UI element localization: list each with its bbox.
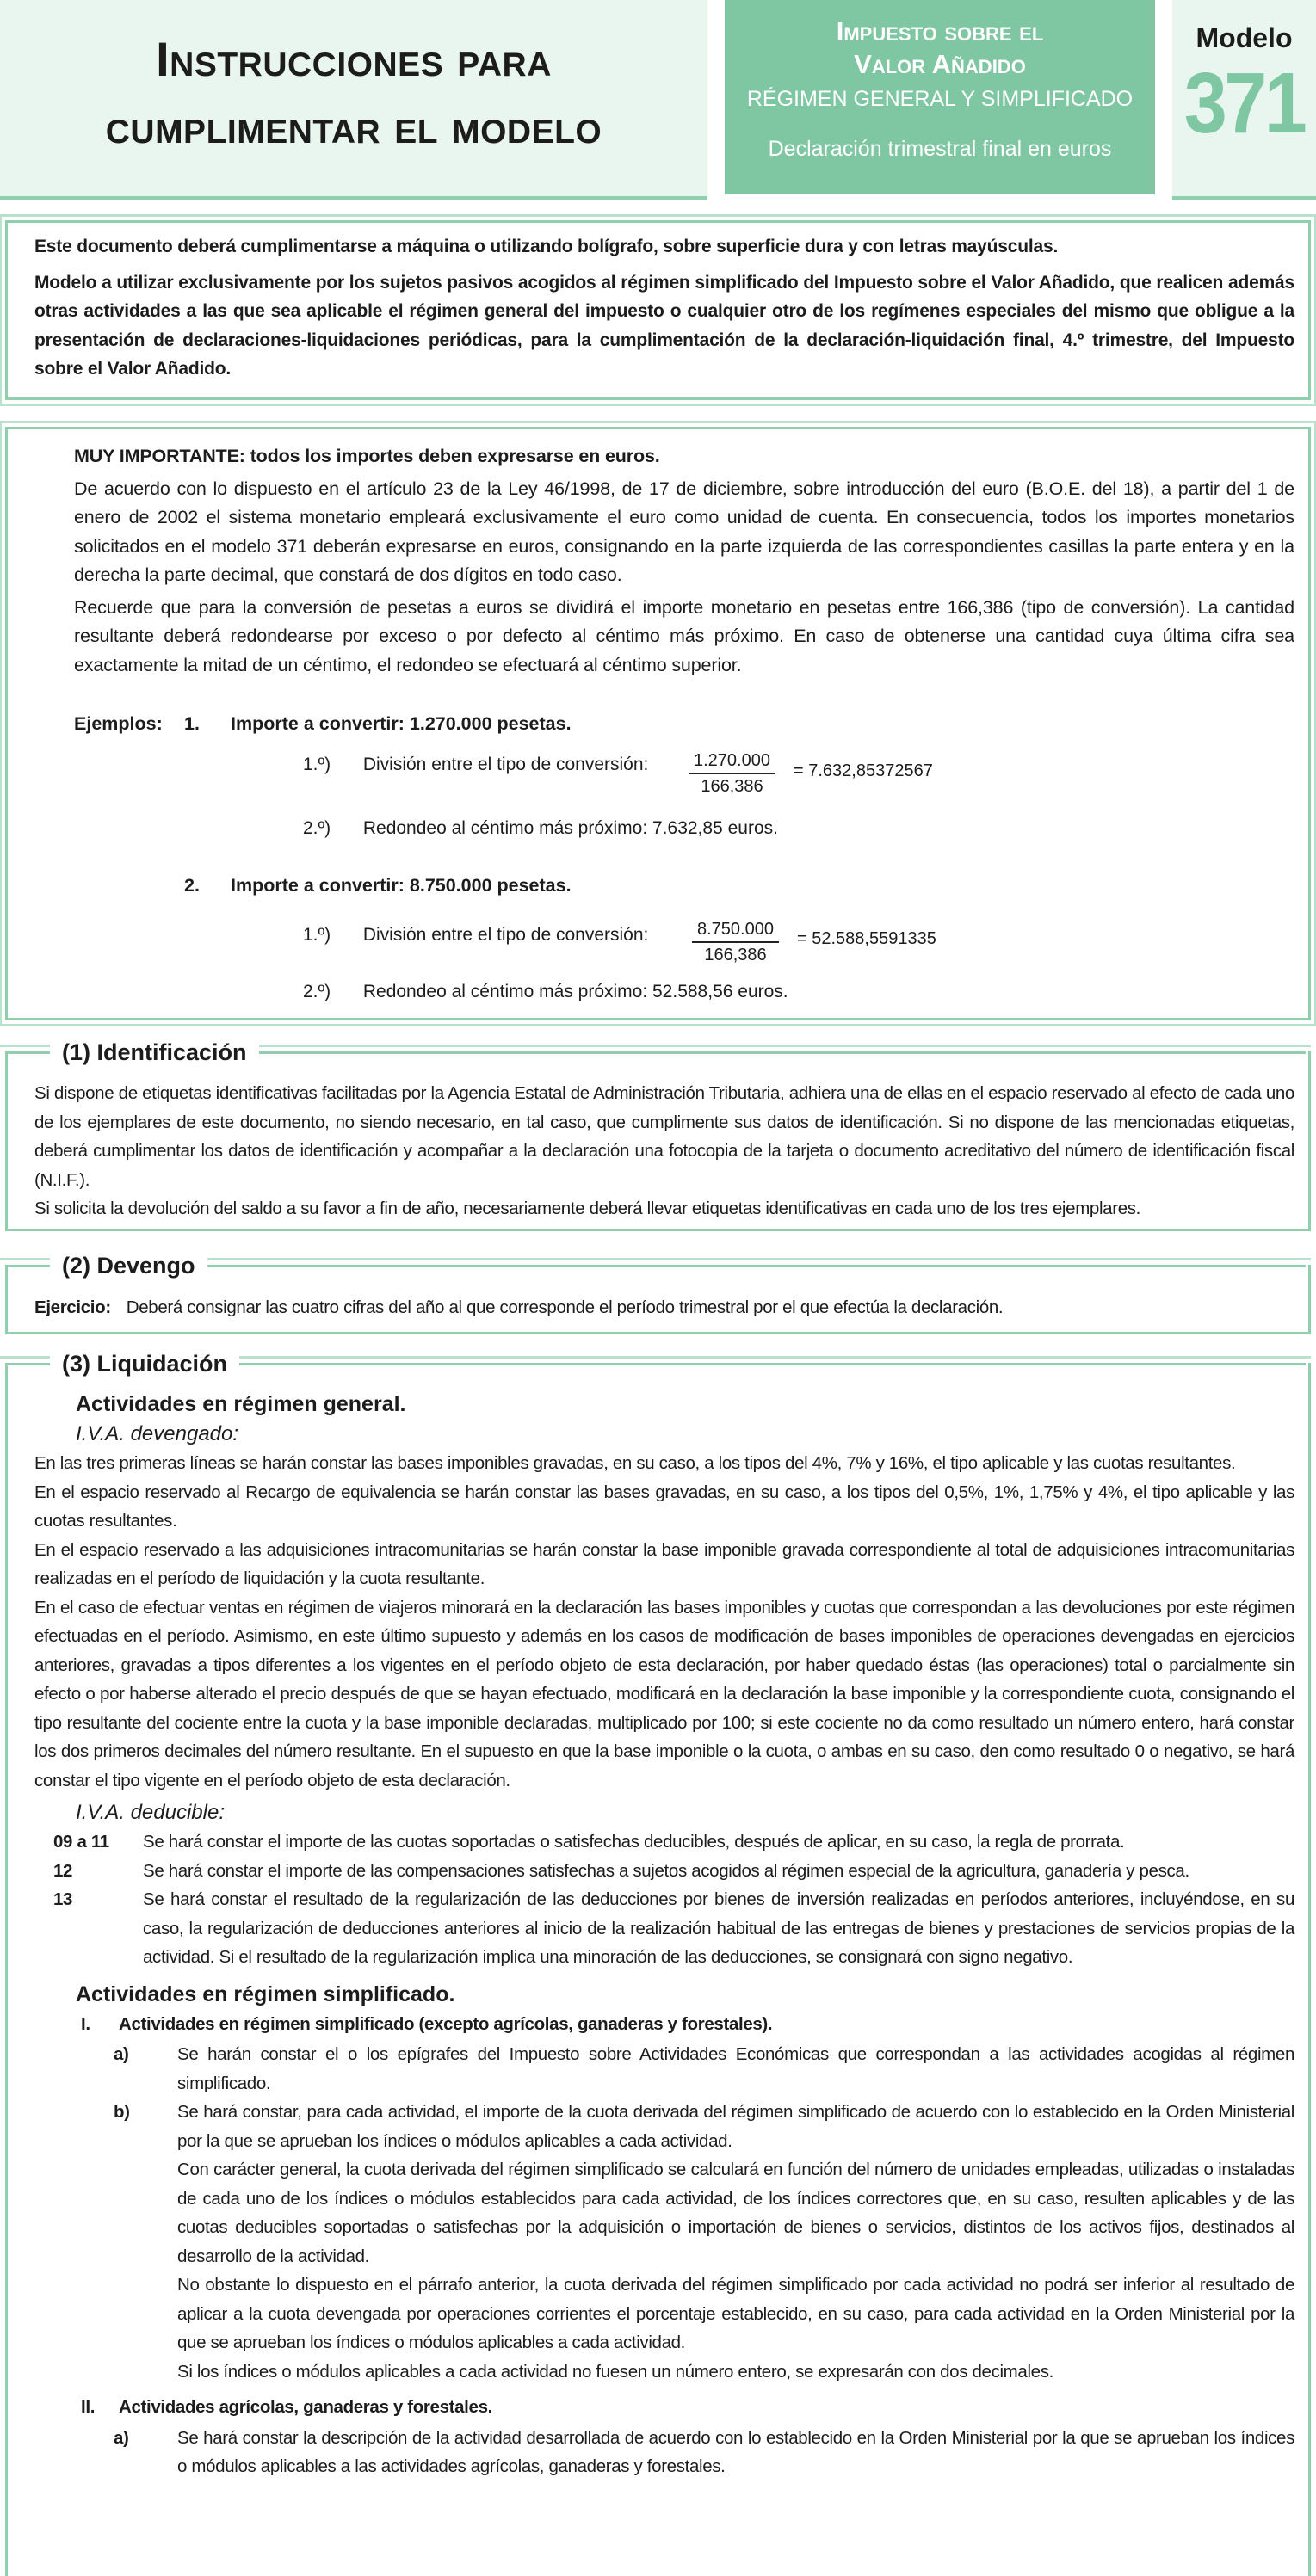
sec1-item-b-paragraph-1: Se hará constar, para cada actividad, el importe de la cuota derivada del régimen simplificado de acuerdo con lo establecido en la Orden Ministerial por la que se aprueban los índices o módulos aplicables a cada actividad. bbox=[177, 2102, 1294, 2151]
euros-text bbox=[74, 442, 1294, 680]
devengado-paragraph-3: En el espacio reservado a las adquisiciones intracomunitarias se harán constar la base imponible gravada correspondiente al total de adquisiciones intracomunitarias realizadas en el período de liquidación y la cuota resultante. bbox=[34, 1539, 1294, 1588]
devengado-heading: I.V.A. devengado: bbox=[76, 1422, 239, 1445]
general-heading: Actividades en régimen general. bbox=[76, 1392, 406, 1416]
example-2-step1-number: 1.º) bbox=[303, 925, 331, 945]
sec1-item-b-body bbox=[177, 2098, 1294, 2386]
sec2-item-a-text: Se hará constar la descripción de la actividad desarrollada de acuerdo con lo establecido en la Orden Ministerial por la que se aprueban los índices o módulos aplicables a las actividades agrícolas, ganaderas y forestales. bbox=[177, 2427, 1294, 2476]
deducible-item bbox=[53, 1885, 1294, 1972]
example-1-step2 bbox=[303, 814, 778, 843]
deducible-item bbox=[53, 1827, 1294, 1857]
example-1-step1-number: 1.º) bbox=[303, 755, 331, 774]
page-title-line1: Instrucciones para bbox=[156, 32, 552, 86]
sec1-item-b-paragraph-4: Si los índices o módulos aplicables a cada actividad no fuesen un número entero, se expresarán con dos decimales. bbox=[177, 2361, 1053, 2382]
devengo-text: Deberá consignar las cuatro cifras del año al que corresponde el período trimestral por el que efectúa la declaración. bbox=[126, 1297, 1004, 1317]
example-1-result: = 7.632,85372567 bbox=[794, 761, 933, 780]
sec2-title: Actividades agrícolas, ganaderas y forestales. bbox=[119, 2397, 492, 2417]
sec2-number: II. bbox=[81, 2397, 96, 2417]
devengado-text bbox=[34, 1449, 1294, 1795]
euros-paragraph-2: Recuerde que para la conversión de pesetas a euros se dividirá el importe monetario en pesetas entre 166,386 (tipo de conversión). La cantidad resultante deberá redondearse por exceso o por defecto al céntimo más próximo. En caso de obtenerse una cantidad cuya última cifra sea exactamente la mitad de un céntimo, el redondeo se efectuará al céntimo superior. bbox=[74, 596, 1294, 675]
deducible-item-number: 09 a 11 bbox=[53, 1832, 109, 1852]
sec1-number: I. bbox=[81, 2013, 90, 2034]
example-2-step2-text: Redondeo al céntimo más próximo: 52.588,56 euros. bbox=[362, 982, 788, 1001]
example-1-step1 bbox=[303, 750, 648, 780]
sec2-item-a-label: a) bbox=[114, 2427, 129, 2448]
model-label: Modelo bbox=[1196, 22, 1293, 53]
devengo-label: Ejercicio: bbox=[34, 1297, 111, 1317]
deducible-item-number: 13 bbox=[53, 1889, 73, 1909]
identificacion-paragraph-2: Si solicita la devolución del saldo a su favor a fin de año, necesariamente deberá llevar etiquetas identificativas en cada uno de los tres ejemplares. bbox=[34, 1199, 1140, 1218]
deducible-item-text: Se hará constar el resultado de la regularización de las deducciones por bienes de inversión realizadas en períodos anteriores, incluyéndose, en su caso, la regularización de deducciones anteriores al inicio de la realización habitual de las entregas de bienes y prestaciones de servicios propias de la actividad. Si el resultado de la regularización implica una minoración de las deducciones, se consignará con signo negativo. bbox=[143, 1889, 1294, 1967]
tax-panel bbox=[725, 0, 1155, 194]
sec1-item-b-paragraph-3: No obstante lo dispuesto en el párrafo anterior, la cuota derivada del régimen simplificado por cada actividad no podrá ser inferior al resultado de aplicar a la cuota devengada por operaciones corrientes el porcentaje establecido, en su caso, para cada actividad en la Orden Ministerial por la que se aprueban los índices o módulos aplicables a cada actividad. bbox=[177, 2275, 1294, 2352]
sec1-item-b-paragraph-2: Con carácter general, la cuota derivada del régimen simplificado se calculará en función del número de unidades empleadas, utilizadas o instaladas de cada uno de los índices o módulos establecidos para cada actividad, de los índices correctores que, en su caso, resulten aplicables y de las cuotas deducibles soportadas o satisfechas por la adquisición o importación de bienes o servicios, distintos de los activos fijos, destinados al desarrollo de la actividad. bbox=[177, 2160, 1294, 2266]
declaration-label: Declaración trimestral final en euros bbox=[768, 137, 1112, 161]
sec1-item-a-label: a) bbox=[114, 2044, 129, 2064]
example-1-denominator: 166,386 bbox=[701, 777, 763, 796]
tax-name-line2: Valor Añadido bbox=[854, 49, 1026, 79]
intro-paragraph-1: Este documento deberá cumplimentarse a máquina o utilizando bolígrafo, sobre superficie dura y con letras mayúsculas. bbox=[34, 237, 1059, 256]
sec1-heading bbox=[81, 2010, 1294, 2039]
simplificado-heading: Actividades en régimen simplificado. bbox=[76, 1981, 455, 2006]
deducible-item-number: 12 bbox=[53, 1860, 73, 1881]
example-2-step1-text: División entre el tipo de conversión: bbox=[362, 925, 649, 945]
deducible-heading: I.V.A. deducible: bbox=[76, 1801, 225, 1824]
example-1-step2-number: 2.º) bbox=[303, 818, 331, 838]
example-1-step2-text: Redondeo al céntimo más próximo: 7.632,85 euros. bbox=[362, 818, 778, 838]
example-1-fraction bbox=[689, 749, 775, 798]
sec1-item-b-label: b) bbox=[114, 2102, 130, 2122]
example-2-title: Importe a convertir: 8.750.000 pesetas. bbox=[231, 875, 572, 896]
sec1-title: Actividades en régimen simplificado (excepto agrícolas, ganaderas y forestales). bbox=[119, 2013, 773, 2034]
sec2-heading bbox=[81, 2393, 1294, 2422]
devengo-row bbox=[34, 1293, 1294, 1322]
euros-paragraph-1: De acuerdo con lo dispuesto en el artículo 23 de la Ley 46/1998, de 17 de diciembre, sobre introducción del euro (B.O.E. del 18), a partir del 1 de enero de 2002 el sistema monetario empleará exclusivamente el euro como unidad de cuenta. En consecuencia, todos los importes monetarios solicitados en el modelo 371 deberán expresarse en euros, consignando en la parte izquierda de las correspondientes casillas la parte entera y en la derecha la parte decimal, que constará de dos dígitos en todo caso. bbox=[74, 478, 1294, 585]
example-2-number: 2. bbox=[184, 875, 200, 896]
sec1-item-b bbox=[114, 2098, 1294, 2386]
example-2-step1 bbox=[303, 921, 648, 950]
sec1-item-a bbox=[114, 2040, 1294, 2098]
sec1-item-a-text: Se harán constar el o los epígrafes del Impuesto sobre Actividades Económicas que correspondan a las actividades acogidas al régimen simplificado. bbox=[177, 2044, 1294, 2093]
deducible-item-text: Se hará constar el importe de las compensaciones satisfechas a sujetos acogidos al régimen especial de la agricultura, ganadería y pesca. bbox=[143, 1860, 1189, 1881]
sec2-item-a bbox=[114, 2424, 1294, 2481]
liquidacion-general bbox=[34, 1389, 1294, 2481]
regime-label: RÉGIMEN GENERAL Y SIMPLIFICADO bbox=[746, 87, 1134, 111]
page-title-line2: cumplimentar el modelo bbox=[105, 99, 602, 153]
devengado-paragraph-4: En el caso de efectuar ventas en régimen de viajeros minorará en la declaración las bases imponibles y cuotas que correspondan a las devoluciones por este régimen efectuadas en el período. Asimismo, en este último supuesto y además en los casos de modificación de bases imponibles de operaciones devengadas en ejercicios anteriores, gravadas a tipos diferentes a los vigentes en el período objeto de esta declaración, por haber quedado éstas (las operaciones) total o parcialmente sin efecto o por haberse alterado el precio después de que se hayan efectuado, modificará en la declaración la base imponible y la correspondiente cuota, consignando el tipo resultante del cociente entre la cuota y la base imponible declaradas, multiplicado por 100; si este cociente no da como resultado un número entero, hará constar los dos primeros decimales del número resultante. En el supuesto en que la base imponible o la cuota, o ambas en su caso, den como resultado 0 o negativo, se hará constar el tipo vigente en el período objeto de esta declaración. bbox=[34, 1597, 1294, 1790]
intro-paragraph-2: Modelo a utilizar exclusivamente por los sujetos pasivos acogidos al régimen simplificado del Impuesto sobre el Valor Añadido, que realicen además otras actividades a las que sea aplicable el régimen general del impuesto o cualquier otro de los regímenes especiales del mismo que obligue a la presentación de declaraciones-liquidaciones periódicas, para la cumplimentación de la declaración-liquidación final, 4.º trimestre, del Impuesto sobre el Valor Añadido. bbox=[34, 272, 1294, 379]
example-2-denominator: 166,386 bbox=[704, 946, 767, 964]
identificacion-title: (1) Identificación bbox=[50, 1038, 259, 1067]
example-1-title: Importe a convertir: 1.270.000 pesetas. bbox=[231, 713, 572, 734]
example-2-step2-number: 2.º) bbox=[303, 982, 331, 1001]
devengado-paragraph-1: En las tres primeras líneas se harán constar las bases imponibles gravadas, en su caso, a los tipos del 4%, 7% y 16%, el tipo aplicable y las cuotas resultantes. bbox=[34, 1453, 1236, 1473]
intro-text bbox=[34, 232, 1294, 384]
liquidacion-title: (3) Liquidación bbox=[50, 1349, 239, 1378]
example-1-step1-text: División entre el tipo de conversión: bbox=[362, 755, 649, 774]
example-2-numerator: 8.750.000 bbox=[692, 917, 779, 943]
examples-label: Ejemplos: bbox=[74, 713, 163, 734]
example-2-step2 bbox=[303, 977, 788, 1007]
identificacion-text bbox=[34, 1079, 1294, 1223]
example-2-fraction bbox=[692, 917, 779, 967]
page-title bbox=[0, 26, 707, 160]
example-2-result: = 52.588,5591335 bbox=[797, 929, 936, 948]
devengo-title: (2) Devengo bbox=[50, 1251, 207, 1280]
tax-name bbox=[725, 15, 1155, 81]
deducible-item-text: Se hará constar el importe de las cuotas soportadas o satisfechas deducibles, después de aplicar, en su caso, la regla de prorrata. bbox=[143, 1832, 1125, 1852]
example-1-numerator: 1.270.000 bbox=[689, 749, 775, 774]
tax-name-line1: Impuesto sobre el bbox=[836, 16, 1044, 46]
devengado-paragraph-2: En el espacio reservado al Recargo de equivalencia se harán constar las bases gravadas, en su caso, a los tipos del 0,5%, 1%, 1,75% y 4%, el tipo aplicable y las cuotas resultantes. bbox=[34, 1482, 1294, 1531]
example-1-number: 1. bbox=[184, 713, 200, 734]
deducible-item bbox=[53, 1857, 1294, 1886]
identificacion-paragraph-1: Si dispone de etiquetas identificativas facilitadas por la Agencia Estatal de Administración Tributaria, adhiera una de ellas en el espacio reservado al efecto de cada uno de los ejemplares de este documento, no siendo necesario, en tal caso, que cumplimente sus datos de identificación. Si no dispone de las mencionadas etiquetas, deberá cumplimentar los datos de identificación y acompañar a la declaración una fotocopia de la tarjeta o documento acreditativo del número de identificación fiscal (N.I.F.). bbox=[34, 1083, 1294, 1190]
model-panel bbox=[1172, 0, 1316, 200]
euros-heading: MUY IMPORTANTE: todos los importes deben expresarse en euros. bbox=[74, 446, 660, 466]
model-number: 371 bbox=[1183, 55, 1305, 151]
